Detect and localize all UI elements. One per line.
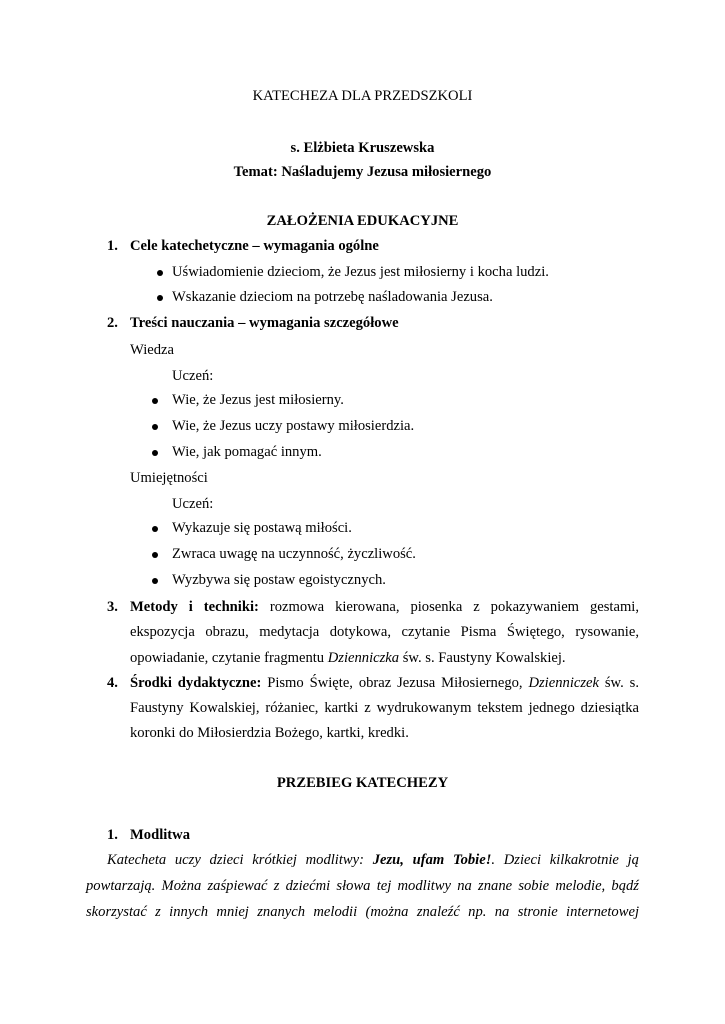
book-title: Dzienniczek	[528, 675, 599, 691]
list-item: Wyzbywa się postaw egoistycznych.	[172, 572, 386, 588]
item-3-lead: Metody i techniki:	[130, 599, 259, 615]
bullet-icon	[152, 450, 158, 456]
item-4-number: 4.	[107, 675, 118, 691]
list-item: Wie, jak pomagać innym.	[172, 444, 322, 460]
step-1-line-2: powtarzają. Można zaśpiewać z dziećmi słowa tej modlitwy na znane sobie melodie, bądź	[86, 878, 639, 894]
item-2-number: 2.	[107, 315, 118, 331]
item-4-line-3: koronki do Miłosierdzia Bożego, kartki, kredki.	[130, 725, 409, 741]
student-label: Uczeń:	[172, 496, 214, 512]
item-4-text: Pismo Święte, obraz Jezusa Miłosiernego,	[267, 675, 529, 691]
list-item: Wskazanie dzieciom na potrzebę naśladowania Jezusa.	[172, 289, 493, 305]
list-item: Zwraca uwagę na uczynność, życzliwość.	[172, 546, 416, 562]
topic: Temat: Naśladujemy Jezusa miłosiernego	[233, 164, 492, 180]
step-1-text: Katecheta uczy dzieci krótkiej modlitwy:	[107, 852, 373, 868]
section-heading-educational-assumptions: ZAŁOŻENIA EDUKACYJNE	[266, 213, 459, 229]
bullet-icon	[152, 552, 158, 558]
step-1-line-3: skorzystać z innych mniej znanych melodii (można znaleźć np. na stronie internetowej	[86, 904, 639, 920]
book-title: Dzienniczka	[327, 650, 400, 666]
list-item: Uświadomienie dzieciom, że Jezus jest miłosierny i kocha ludzi.	[172, 264, 549, 280]
step-1-heading: Modlitwa	[130, 827, 190, 843]
item-4-text: św. s.	[598, 675, 640, 691]
item-4-line-1	[130, 673, 639, 693]
list-item: Wykazuje się postawą miłości.	[172, 520, 352, 536]
item-1-number: 1.	[107, 238, 118, 254]
bullet-icon	[157, 295, 163, 301]
step-1-line-1	[107, 850, 639, 870]
bullet-icon	[157, 270, 163, 276]
bullet-icon	[152, 424, 158, 430]
item-3-number: 3.	[107, 599, 118, 615]
item-4-lead: Środki dydaktyczne:	[130, 675, 262, 691]
item-2-heading: Treści nauczania – wymagania szczegółowe	[130, 315, 399, 331]
item-1-heading: Cele katechetyczne – wymagania ogólne	[130, 238, 379, 254]
list-item: Wie, że Jezus jest miłosierny.	[172, 392, 344, 408]
prayer-text: Jezu, ufam Tobie!	[372, 852, 492, 868]
step-1-number: 1.	[107, 827, 118, 843]
item-4-line-2: Faustyny Kowalskiej, różaniec, kartki z wydrukowanym tekstem jednego dziesiątka	[130, 700, 639, 716]
student-label: Uczeń:	[172, 368, 214, 384]
item-3-text: opowiadanie, czytanie fragmentu	[130, 650, 328, 666]
item-3-text: rozmowa kierowana, piosenka z pokazywaniem gestami,	[269, 599, 639, 615]
bullet-icon	[152, 578, 158, 584]
section-heading-lesson-course: PRZEBIEG KATECHEZY	[276, 775, 449, 791]
step-1-text: . Dzieci kilkakrotnie ją	[491, 852, 639, 868]
bullet-icon	[152, 398, 158, 404]
item-3-line-2: ekspozycja obrazu, medytacja dotykowa, czytanie Pisma Świętego, rysowanie,	[130, 624, 639, 640]
knowledge-label: Wiedza	[130, 342, 174, 358]
item-3-text: św. s. Faustyny Kowalskiej.	[399, 650, 566, 666]
item-3-line-3	[130, 648, 566, 668]
list-item: Wie, że Jezus uczy postawy miłosierdzia.	[172, 418, 415, 434]
bullet-icon	[152, 526, 158, 532]
document-title: KATECHEZA DLA PRZEDSZKOLI	[252, 88, 473, 104]
author: s. Elżbieta Kruszewska	[290, 140, 435, 156]
item-3-line-1	[130, 597, 639, 617]
skills-label: Umiejętności	[130, 470, 208, 486]
